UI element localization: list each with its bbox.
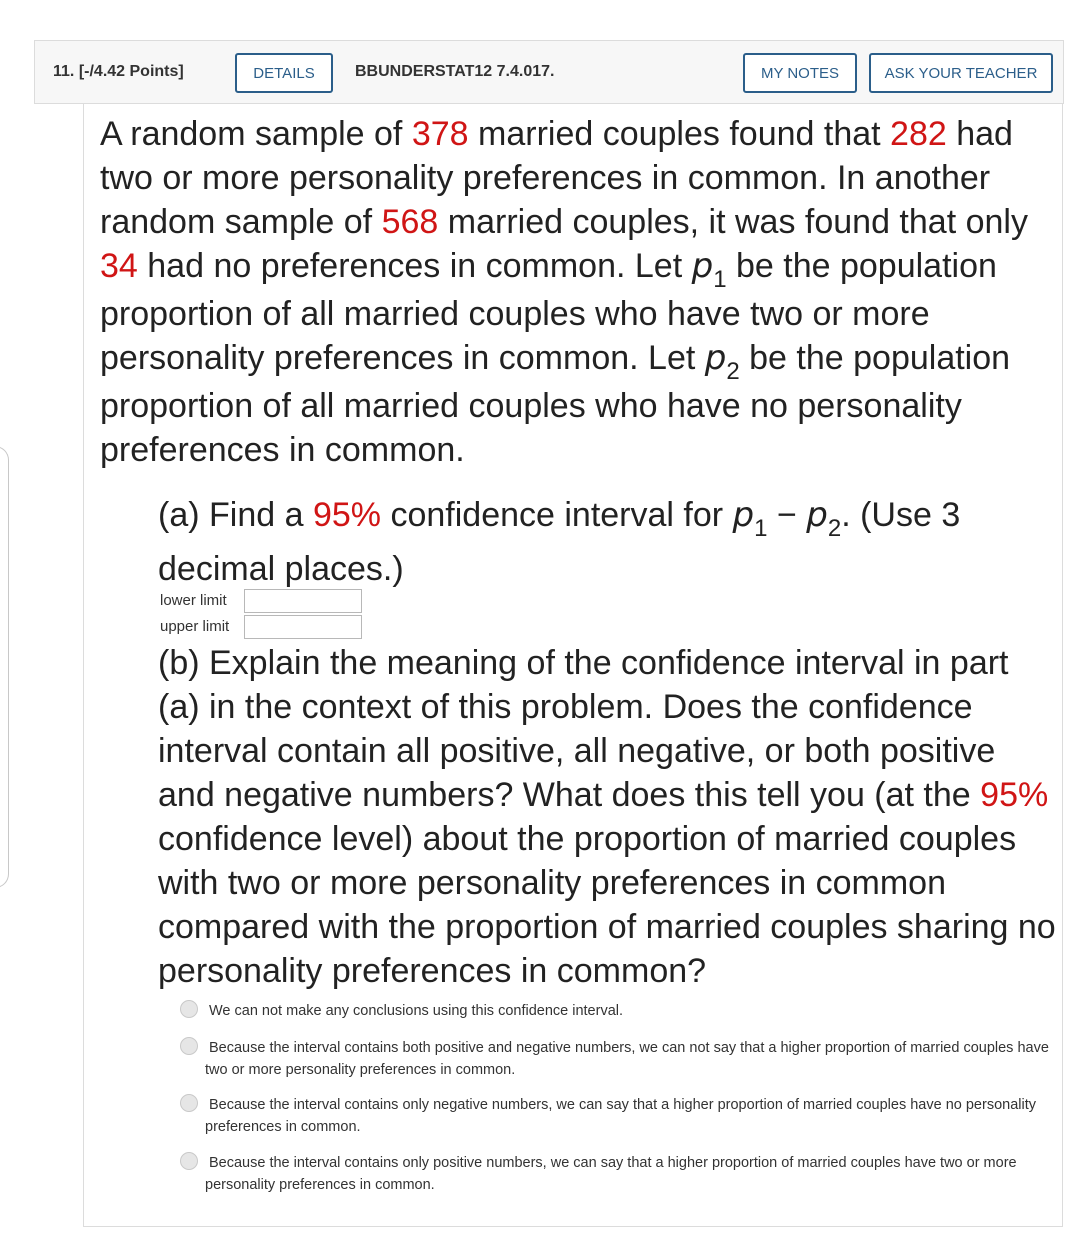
ask-teacher-button[interactable]: ASK YOUR TEACHER	[869, 53, 1053, 93]
lower-limit-input[interactable]	[244, 589, 362, 613]
lower-limit-label: lower limit	[160, 592, 227, 609]
option-text: Because the interval contains both positive and negative numbers, we can not say that a higher proportion of married couples have two or more personality preferences in common.	[205, 1040, 1049, 1078]
option-text: Because the interval contains only positive numbers, we can say that a higher proportion of married couples have two or more personality preferences in common.	[205, 1155, 1017, 1193]
question-header	[34, 40, 1064, 104]
question-number-points: 11. [-/4.42 Points]	[53, 63, 184, 80]
radio-button[interactable]	[180, 1094, 198, 1112]
radio-button[interactable]	[180, 1000, 198, 1018]
part-b-prompt: (b) Explain the meaning of the confidence interval in part (a) in the context of this problem. Does the confidence interval contain all positive, all negative, or both positive and negative numbers? What does this tell you (at the 95% confidence level) about the proportion of married couples with two or more personality preferences in common compared with the proportion of married couples sharing no personality preferences in common?	[158, 644, 1056, 990]
upper-limit-input[interactable]	[244, 615, 362, 639]
radio-button[interactable]	[180, 1037, 198, 1055]
upper-limit-label: upper limit	[160, 618, 230, 635]
radio-button[interactable]	[180, 1152, 198, 1170]
option-text: Because the interval contains only negative numbers, we can say that a higher proportion of married couples have no personality preferences in common.	[205, 1097, 1036, 1135]
details-button[interactable]: DETAILS	[235, 53, 333, 93]
assignment-id: BBUNDERSTAT12 7.4.017.	[355, 63, 555, 80]
part-a-prompt: (a) Find a 95% confidence interval for $p_1 - p_2$. (Use 3 decimal places.)	[158, 495, 961, 588]
side-panel-tab[interactable]	[0, 446, 9, 888]
my-notes-button[interactable]: MY NOTES	[743, 53, 857, 93]
option-text: We can not make any conclusions using this confidence interval.	[209, 1003, 624, 1019]
problem-statement: A random sample of 378 married couples found that 282 had two or more personality preferences in common. In another random sample of 568 married couples, it was found that only 34 had no preferences in common. Let $p_1$ be the population proportion of all married couples who have two or more personality preferences in common. Let $p_2$ be the population proportion of all married couples who have no personality preferences in common.	[100, 115, 1028, 469]
